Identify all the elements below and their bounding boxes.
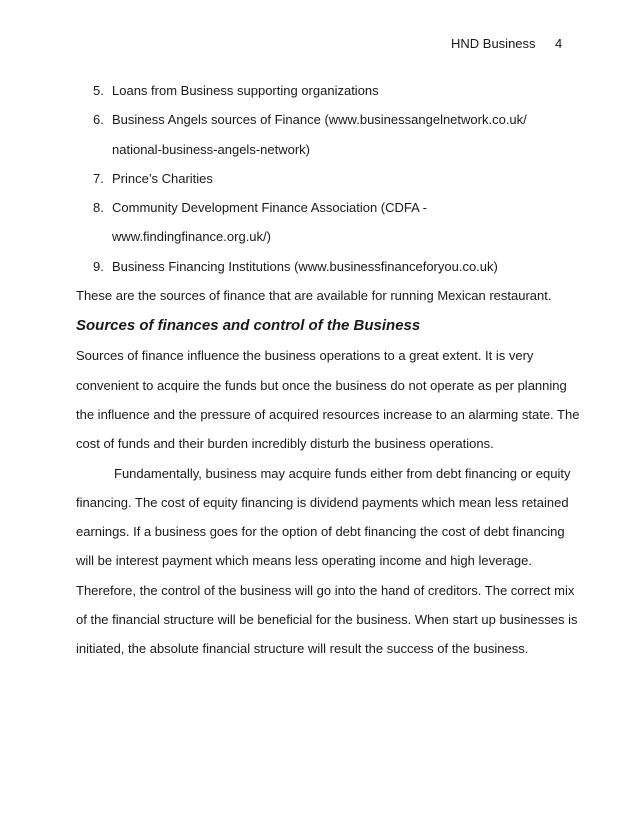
list-number: 5. [93,83,104,98]
paragraph-line: earnings. If a business goes for the option of debt financing the cost of debt financing [76,524,565,540]
document-body [76,76,580,664]
list-item-text: Business Financing Institutions (www.businessfinanceforyou.co.uk) [112,258,498,274]
paragraph-line: convenient to acquire the funds but once the business do not operate as per planning [76,377,567,393]
list-item [76,252,566,281]
page-number: 4 [555,36,563,51]
paragraph-line: of the financial structure will be beneficial for the business. When start up businesses is [76,612,578,628]
paragraph-line: Fundamentally, business may acquire funds either from debt financing or equity [114,465,571,481]
paragraph-line: will be interest payment which means less operating income and high leverage. [76,553,532,569]
paragraph-line: Sources of finance influence the business operations to a great extent. It is very [76,348,534,364]
list-item-text: Community Development Finance Association (CDFA - [112,200,428,216]
list-item-text: Prince’s Charities [112,170,213,186]
list-item [76,76,566,105]
finance-sources-list [76,76,566,281]
list-number: 7. [93,170,104,186]
section-heading: Sources of finances and control of the Business [76,317,421,335]
paragraph-line: initiated, the absolute financial structure will result the success of the business. [76,641,529,657]
paragraph-2 [76,459,578,664]
list-item-text: national-business-angels-network) [112,141,310,157]
paragraph-line: the influence and the pressure of acquired resources increase to an alarming state. The [76,406,580,422]
list-item-text: Business Angels sources of Finance (www.businessangelnetwork.co.uk/ [112,112,527,128]
paragraph-line: financing. The cost of equity financing is dividend payments which mean less retained [76,494,569,510]
list-item [76,193,566,252]
paragraph-1 [76,341,580,458]
summary-sentence: These are the sources of finance that are available for running Mexican restaurant. [76,288,552,304]
list-number: 6. [93,112,104,128]
list-item-text: www.findingfinance.org.uk/) [112,229,271,245]
list-item [76,164,566,193]
list-number: 9. [93,258,104,274]
list-number: 8. [93,200,104,216]
list-item-text: Loans from Business supporting organizations [112,83,379,98]
paragraph-line: cost of funds and their burden incredibly disturb the business operations. [76,436,494,452]
page-header [0,36,638,56]
paragraph-line: Therefore, the control of the business will go into the hand of creditors. The correct mix [76,582,575,598]
list-item [76,105,566,164]
running-head: HND Business [451,36,536,51]
